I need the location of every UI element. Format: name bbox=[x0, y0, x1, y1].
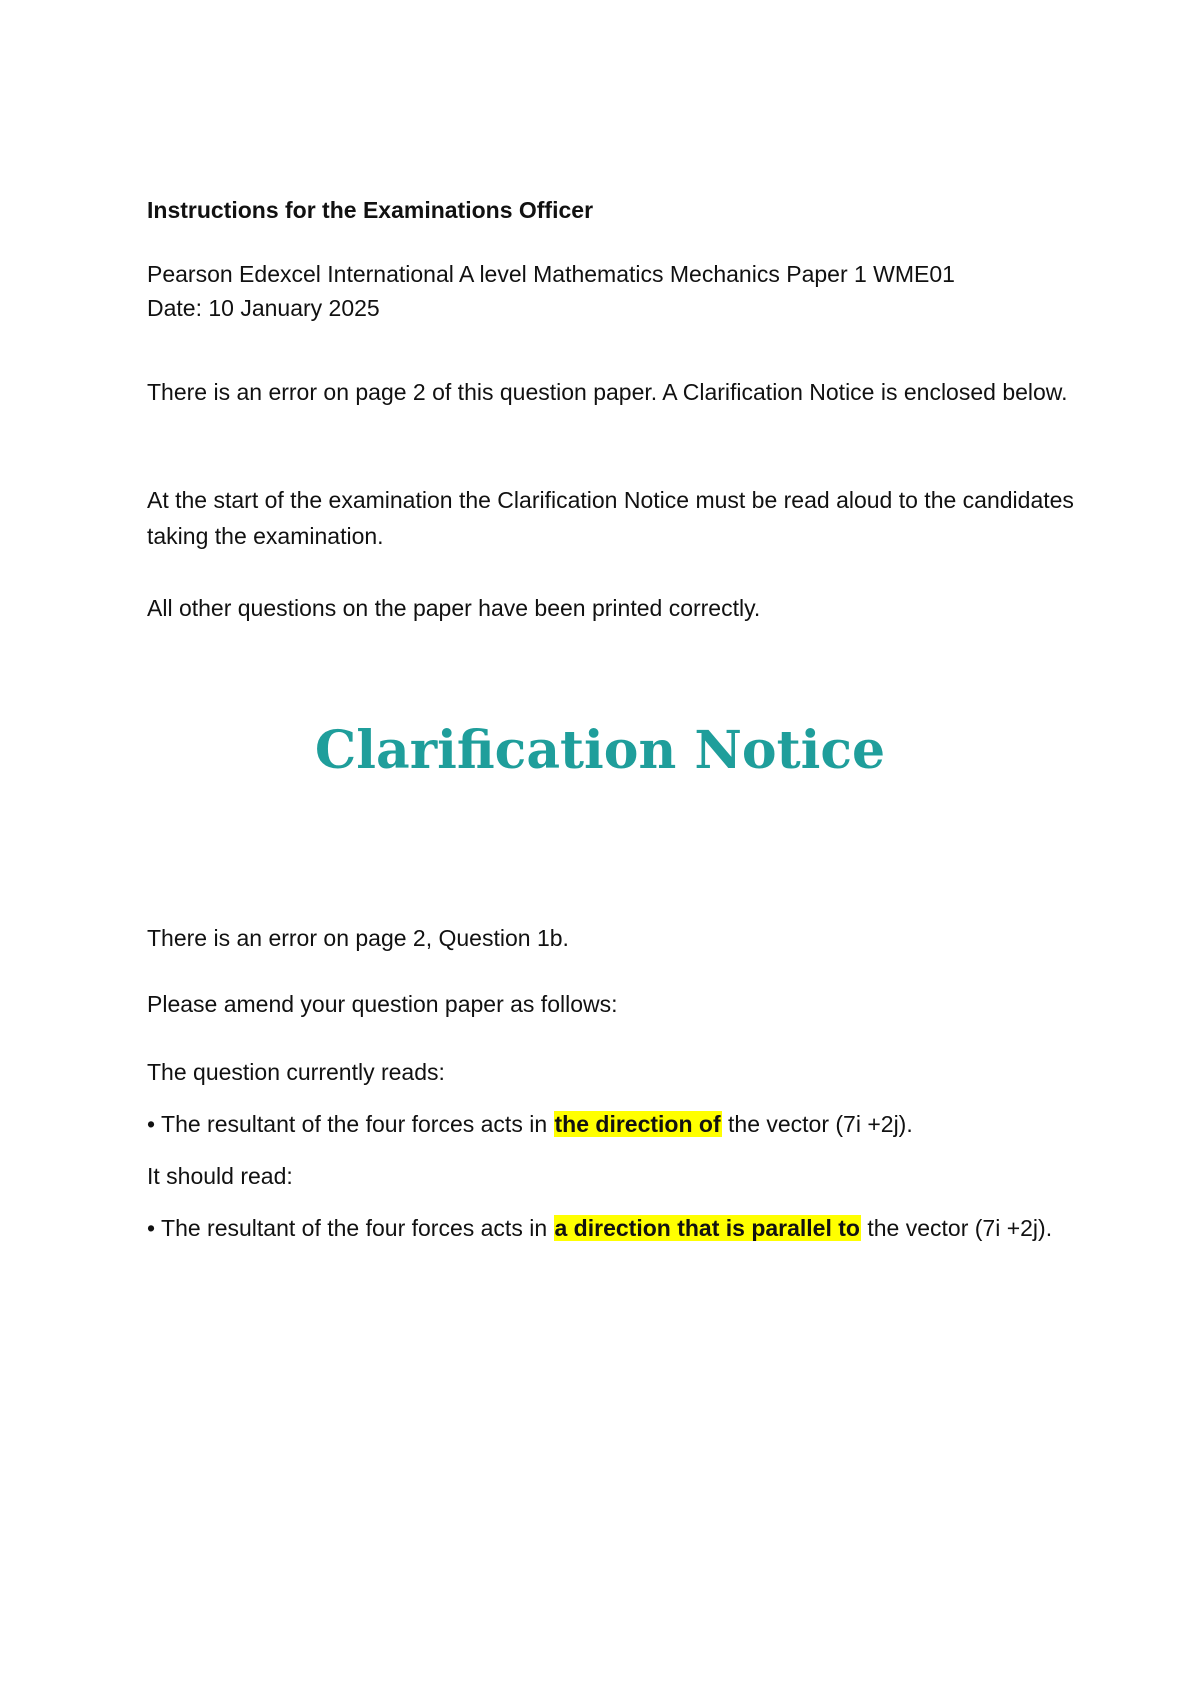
new-bullet-prefix: • The resultant of the four forces acts in bbox=[147, 1215, 554, 1241]
new-bullet-highlight: a direction that is parallel to bbox=[554, 1215, 860, 1241]
error-location-line: There is an error on page 2, Question 1b. bbox=[147, 925, 569, 951]
error-notice-paragraph: There is an error on page 2 of this question paper. A Clarification Notice is enclosed below. bbox=[147, 379, 1068, 405]
amend-instruction-line: Please amend your question paper as follows: bbox=[147, 991, 618, 1017]
other-questions-paragraph: All other questions on the paper have been printed correctly. bbox=[147, 595, 761, 621]
current-question-bullet bbox=[147, 1106, 1077, 1142]
read-aloud-paragraph: At the start of the examination the Clarification Notice must be read aloud to the candidates taking the examination. bbox=[147, 487, 1074, 549]
new-bullet-suffix: the vector (7i +2j). bbox=[860, 1215, 1053, 1241]
paper-title: Pearson Edexcel International A level Mathematics Mechanics Paper 1 WME01 bbox=[147, 261, 955, 287]
corrected-question-bullet bbox=[147, 1210, 1077, 1246]
paper-date: Date: 10 January 2025 bbox=[147, 295, 380, 321]
current-bullet-highlight: the direction of bbox=[554, 1111, 721, 1137]
should-read-label: It should read: bbox=[147, 1163, 293, 1189]
currently-reads-label: The question currently reads: bbox=[147, 1059, 445, 1085]
current-bullet-suffix: the vector (7i +2j). bbox=[721, 1111, 913, 1137]
clarification-notice-title: Clarification Notice bbox=[314, 720, 886, 781]
current-bullet-prefix: • The resultant of the four forces acts in bbox=[147, 1111, 554, 1137]
instructions-heading: Instructions for the Examinations Officer bbox=[147, 197, 594, 223]
